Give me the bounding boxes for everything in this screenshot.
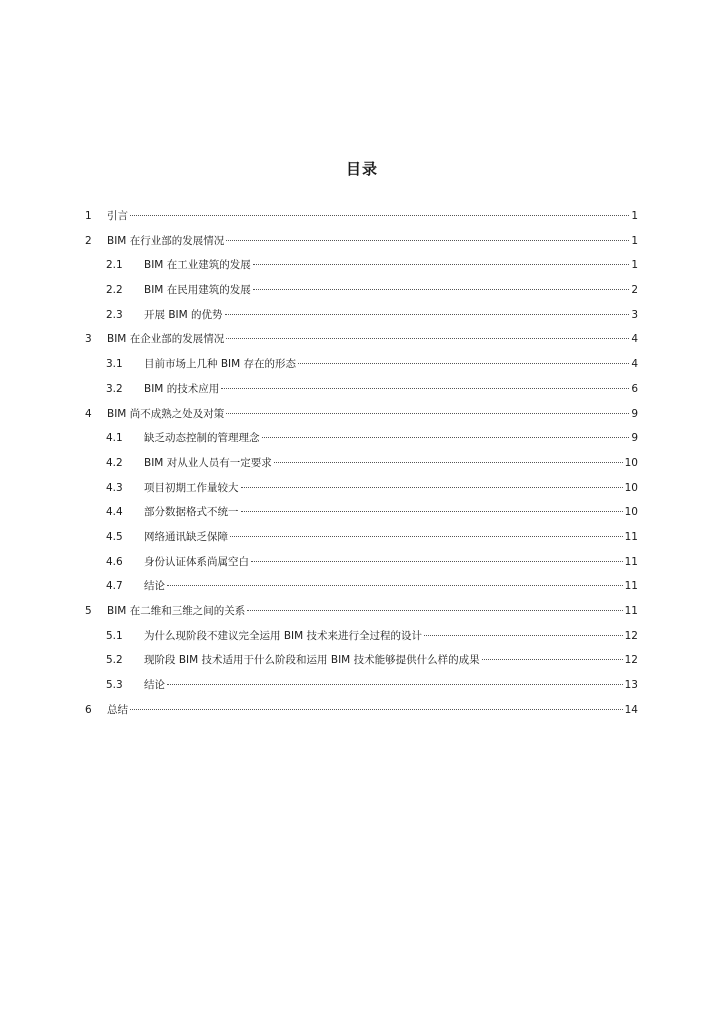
toc-entry-page: 11 [624, 580, 638, 593]
toc-entry-label: BIM 在工业建筑的发展 [144, 259, 251, 272]
toc-entry-page: 12 [624, 629, 638, 642]
toc-entry[interactable] [85, 628, 638, 653]
toc-entry-page: 9 [631, 407, 638, 420]
dot-leader [262, 437, 630, 438]
toc-entry-number: 2.1 [106, 259, 123, 272]
toc-entry[interactable] [85, 257, 638, 282]
toc-entry[interactable] [85, 208, 638, 233]
toc-entry-page: 9 [631, 432, 638, 445]
toc-entry-label: 目前市场上几种 BIM 存在的形态 [144, 358, 297, 371]
toc-entry[interactable] [85, 406, 638, 431]
dot-leader [221, 388, 629, 389]
dot-leader [241, 487, 623, 488]
toc-entry[interactable] [85, 677, 638, 702]
table-of-contents [85, 208, 638, 726]
toc-entry-label: BIM 在民用建筑的发展 [144, 284, 251, 297]
toc-entry-number: 5.1 [106, 629, 123, 642]
toc-entry-page: 1 [631, 234, 638, 247]
toc-entry-page: 10 [624, 506, 638, 519]
toc-entry[interactable] [85, 356, 638, 381]
toc-entry-label: 为什么现阶段不建议完全运用 BIM 技术来进行全过程的设计 [144, 629, 423, 642]
toc-entry-number: 2.3 [106, 308, 123, 321]
toc-entry-page: 4 [631, 358, 638, 371]
toc-entry[interactable] [85, 578, 638, 603]
toc-entry-number: 2 [85, 234, 92, 247]
dot-leader [226, 240, 629, 241]
toc-entry-page: 1 [631, 259, 638, 272]
toc-entry-label: 项目初期工作量较大 [144, 481, 239, 494]
toc-entry-page: 10 [624, 456, 638, 469]
toc-entry-page: 6 [631, 382, 638, 395]
toc-entry[interactable] [85, 282, 638, 307]
toc-entry-label: 总结 [107, 703, 128, 716]
toc-entry-number: 4 [85, 407, 92, 420]
toc-entry-label: 引言 [107, 210, 128, 222]
toc-entry-label: 部分数据格式不统一 [144, 506, 239, 519]
toc-entry-page: 1 [631, 210, 638, 222]
toc-entry[interactable] [85, 480, 638, 505]
dot-leader [274, 462, 623, 463]
toc-entry-number: 3.1 [106, 358, 123, 371]
toc-entry-page: 11 [624, 555, 638, 568]
toc-entry[interactable] [85, 652, 638, 677]
toc-entry[interactable] [85, 307, 638, 332]
toc-entry-label: 身份认证体系尚属空白 [144, 555, 249, 568]
dot-leader [226, 338, 629, 339]
toc-entry-number: 5 [85, 605, 92, 617]
dot-leader [226, 413, 629, 414]
toc-entry[interactable] [85, 702, 638, 727]
dot-leader [130, 215, 629, 216]
toc-entry-number: 4.5 [106, 530, 123, 543]
toc-entry-label: BIM 对从业人员有一定要求 [144, 456, 272, 469]
toc-entry-number: 3 [85, 333, 92, 346]
toc-entry-number: 5.3 [106, 679, 123, 692]
dot-leader [130, 709, 623, 710]
toc-entry-label: 结论 [144, 580, 165, 593]
toc-entry-label: 缺乏动态控制的管理理念 [144, 432, 260, 445]
toc-entry-number: 4.6 [106, 555, 123, 568]
toc-entry-number: 5.2 [106, 654, 123, 667]
toc-entry-label: 现阶段 BIM 技术适用于什么阶段和运用 BIM 技术能够提供什么样的成果 [144, 654, 480, 667]
dot-leader [482, 659, 623, 660]
toc-entry-number: 6 [85, 703, 92, 716]
toc-entry[interactable] [85, 331, 638, 356]
toc-entry-number: 4.7 [106, 580, 123, 593]
toc-entry-label: 开展 BIM 的优势 [144, 308, 223, 321]
toc-entry-number: 4.1 [106, 432, 123, 445]
toc-entry-number: 4.3 [106, 481, 123, 494]
toc-entry[interactable] [85, 430, 638, 455]
dot-leader [298, 363, 629, 364]
toc-entry[interactable] [85, 529, 638, 554]
toc-title: 目录 [345, 160, 378, 178]
toc-entry-label: BIM 的技术应用 [144, 382, 220, 395]
toc-entry-page: 10 [624, 481, 638, 494]
dot-leader [253, 264, 630, 265]
toc-entry[interactable] [85, 603, 638, 628]
dot-leader [424, 635, 623, 636]
toc-entry-label: BIM 在行业部的发展情况 [107, 234, 225, 247]
dot-leader [167, 585, 623, 586]
dot-leader [247, 610, 622, 611]
toc-entry[interactable] [85, 455, 638, 480]
toc-entry-page: 2 [631, 284, 638, 297]
dot-leader [241, 511, 623, 512]
toc-entry-label: BIM 在企业部的发展情况 [107, 333, 225, 346]
toc-entry-label: BIM 在二维和三维之间的关系 [107, 605, 246, 617]
toc-entry-page: 3 [631, 308, 638, 321]
toc-entry[interactable] [85, 504, 638, 529]
dot-leader [253, 289, 630, 290]
toc-entry-label: BIM 尚不成熟之处及对策 [107, 407, 225, 420]
toc-entry[interactable] [85, 381, 638, 406]
dot-leader [230, 536, 623, 537]
toc-entry-label: 结论 [144, 679, 165, 692]
toc-entry-page: 13 [624, 679, 638, 692]
dot-leader [225, 314, 630, 315]
toc-entry-page: 11 [624, 530, 638, 543]
toc-entry-number: 3.2 [106, 382, 123, 395]
dot-leader [251, 561, 623, 562]
toc-entry-number: 4.2 [106, 456, 123, 469]
dot-leader [167, 684, 623, 685]
toc-entry-label: 网络通讯缺乏保障 [144, 530, 228, 543]
toc-entry-page: 11 [624, 605, 638, 617]
toc-entry[interactable] [85, 233, 638, 258]
toc-entry-number: 4.4 [106, 506, 123, 519]
toc-entry-page: 12 [624, 654, 638, 667]
toc-entry-number: 1 [85, 210, 92, 222]
toc-entry[interactable] [85, 554, 638, 579]
toc-entry-page: 4 [631, 333, 638, 346]
toc-entry-page: 14 [624, 703, 638, 716]
toc-entry-number: 2.2 [106, 284, 123, 297]
